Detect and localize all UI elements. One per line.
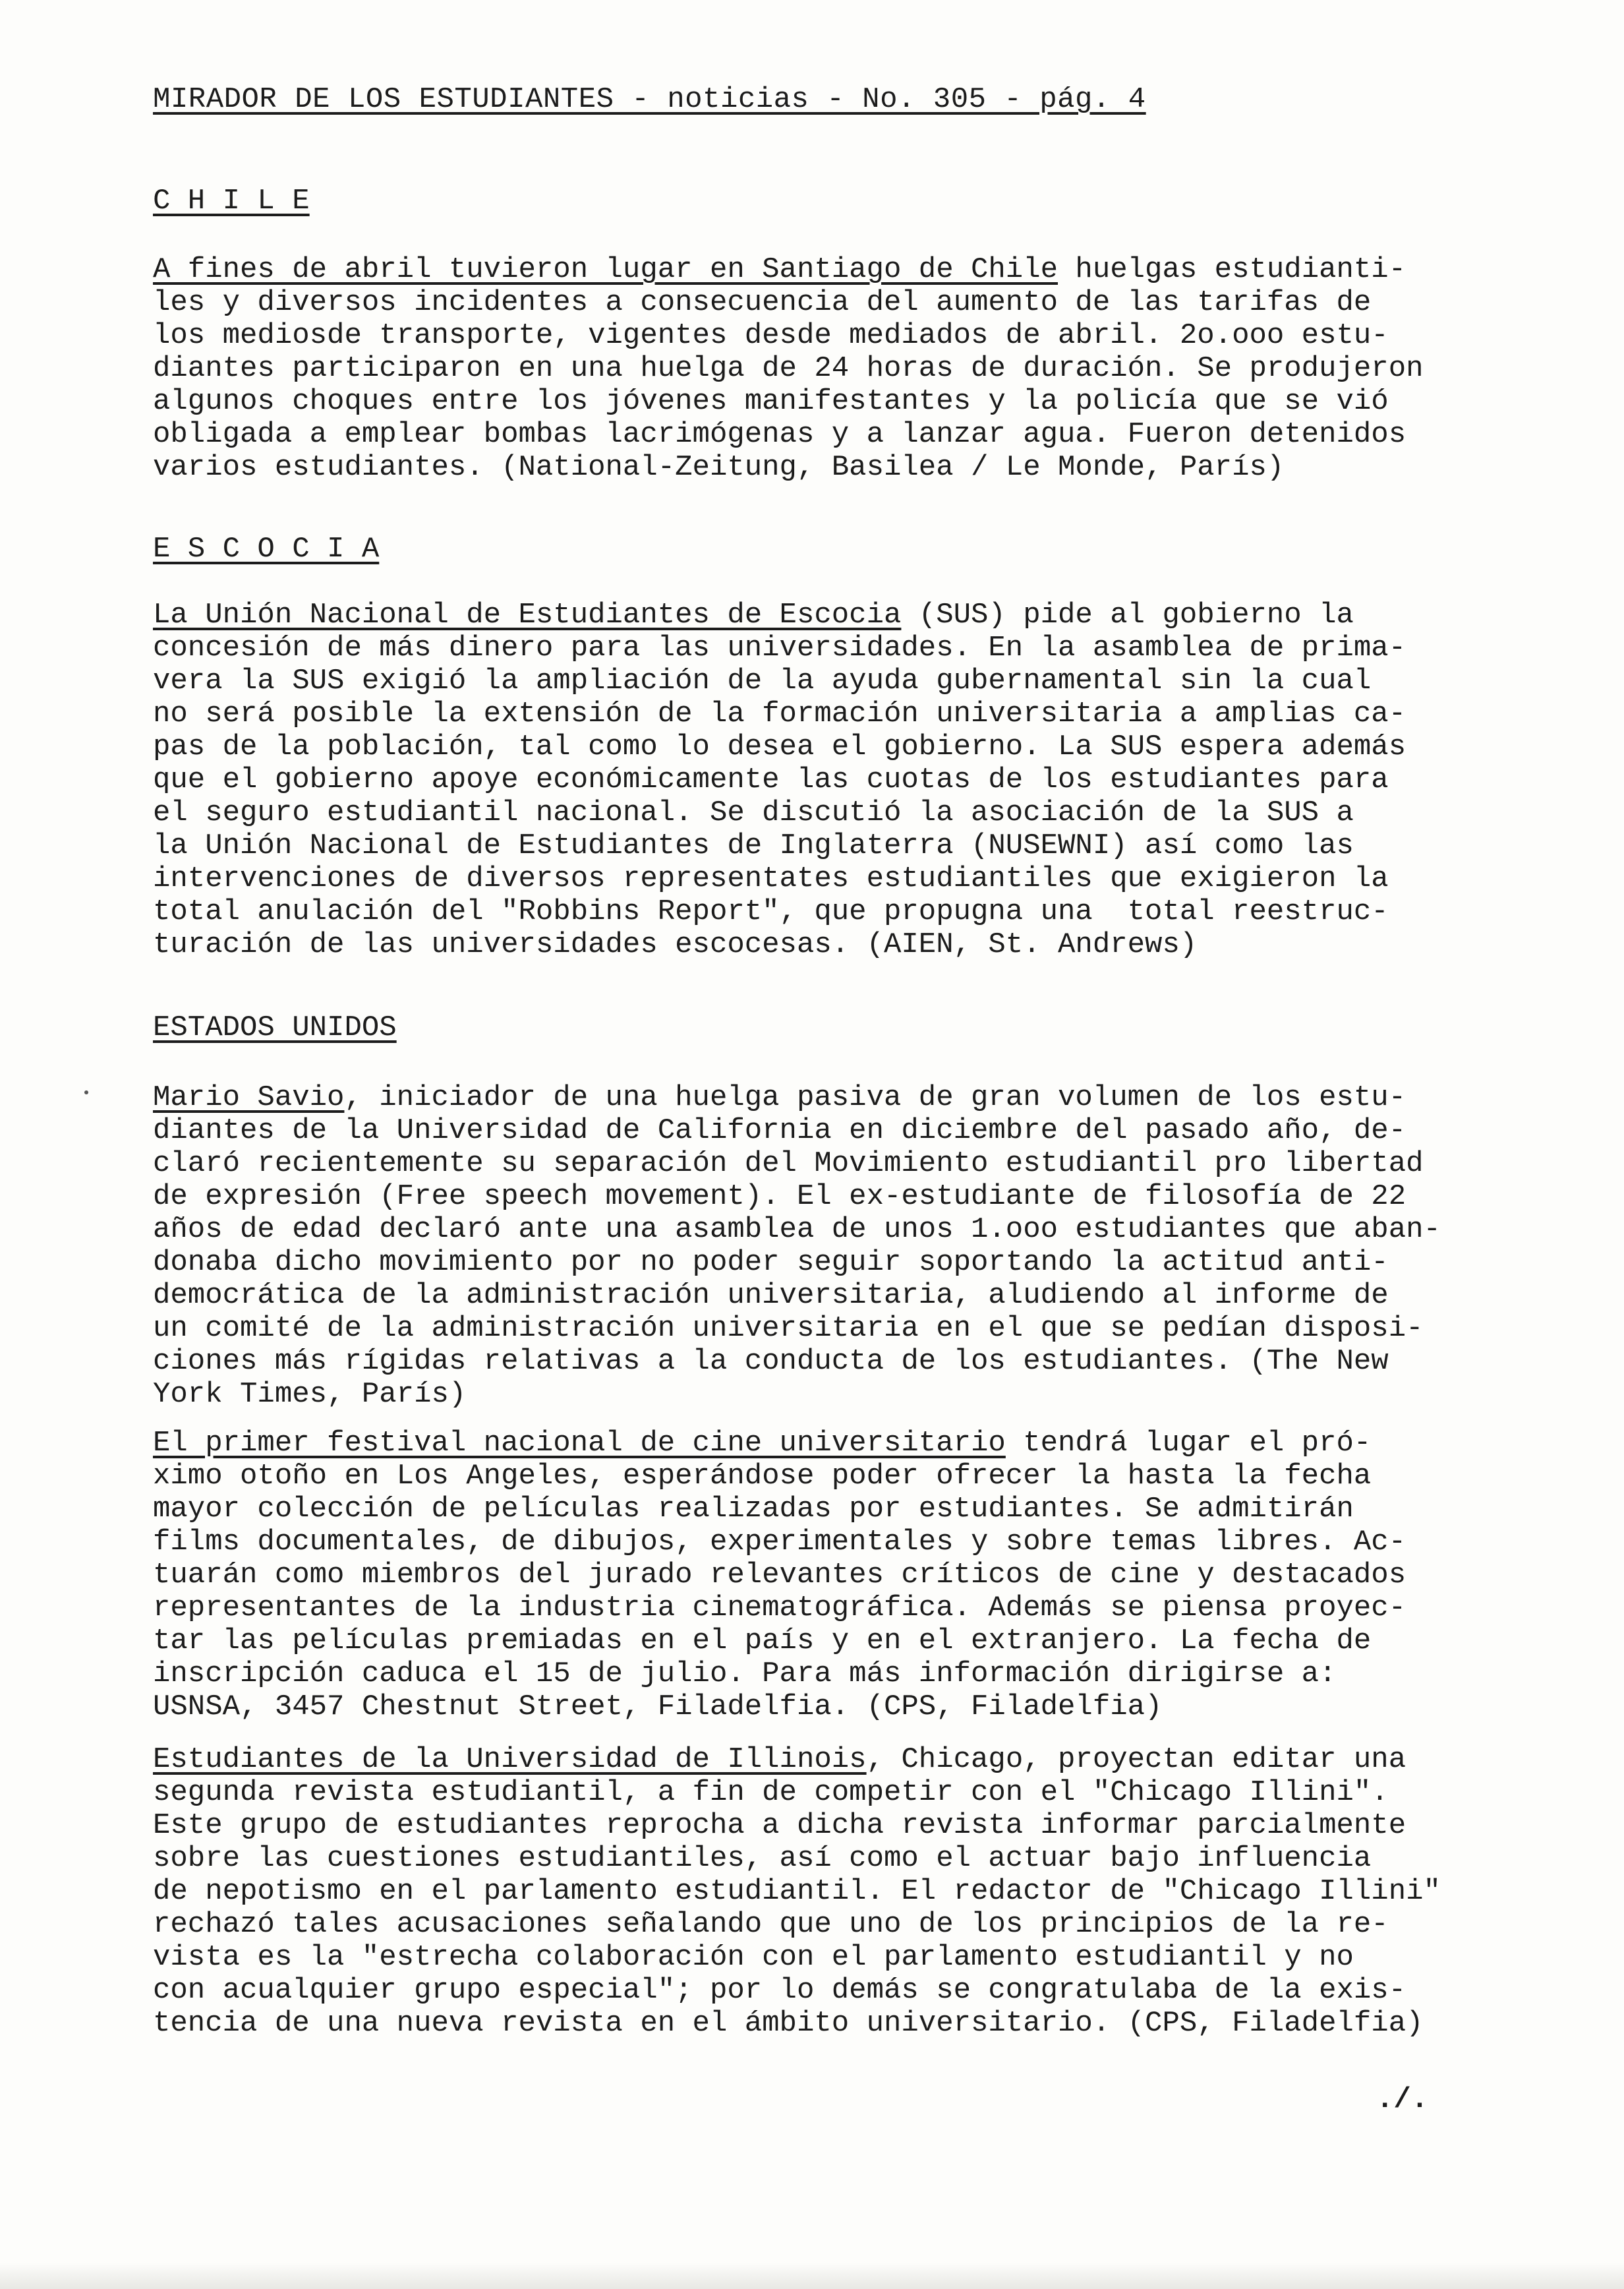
- paragraph-line: [153, 253, 1497, 286]
- paragraph-line: les y diversos incidentes a consecuencia del aumento de las tarifas de: [153, 286, 1372, 319]
- paragraph-line: la Unión Nacional de Estudiantes de Inglaterra (NUSEWNI) así como las: [153, 829, 1354, 862]
- paragraph-line: turación de las universidades escocesas. (AIEN, St. Andrews): [153, 928, 1198, 961]
- paragraph-line: [153, 1081, 1497, 1114]
- paragraph-line: sobre las cuestiones estudiantiles, así como el actuar bajo influencia: [153, 1842, 1372, 1875]
- paragraph-line: intervenciones de diversos representates estudiantiles que exigieron la: [153, 862, 1389, 895]
- paragraph-text: huelgas estudianti-: [1058, 253, 1406, 286]
- paragraph-line: obligada a emplear bombas lacrimógenas y a lanzar agua. Fueron detenidos: [153, 418, 1406, 451]
- paragraph-line: vera la SUS exigió la ampliación de la ayuda gubernamental sin la cual: [153, 665, 1372, 698]
- paragraph-line: inscripción caduca el 15 de julio. Para más información dirigirse a:: [153, 1657, 1337, 1690]
- paragraph-line: [153, 599, 1497, 632]
- paragraph-line: tar las películas premiadas en el país y en el extranjero. La fecha de: [153, 1624, 1372, 1657]
- paragraph-line: algunos choques entre los jóvenes manifestantes y la policía que se vió: [153, 385, 1389, 418]
- section-heading-escocia: E S C O C I A: [153, 533, 380, 566]
- paragraph-line: claró recientemente su separación del Movimiento estudiantil pro libertad: [153, 1147, 1424, 1180]
- paragraph-line: total anulación del "Robbins Report", que propugna una total reestruc-: [153, 895, 1389, 928]
- paragraph-line: pas de la población, tal como lo desea el gobierno. La SUS espera además: [153, 730, 1406, 763]
- section-heading-estados-unidos: ESTADOS UNIDOS: [153, 1011, 397, 1044]
- paragraph-line: que el gobierno apoye económicamente las cuotas de los estudiantes para: [153, 763, 1389, 796]
- paragraph-line: el seguro estudiantil nacional. Se discutió la asociación de la SUS a: [153, 796, 1354, 829]
- paragraph-line: de nepotismo en el parlamento estudiantil. El redactor de "Chicago Illini": [153, 1875, 1441, 1908]
- paragraph-lead: Estudiantes de la Universidad de Illinois: [153, 1743, 867, 1776]
- paragraph-festival: [153, 1427, 1497, 1723]
- paragraph-line: los mediosde transporte, vigentes desde mediados de abril. 2o.ooo estu-: [153, 319, 1389, 352]
- paragraph-line: vista es la "estrecha colaboración con el parlamento estudiantil y no: [153, 1941, 1354, 1974]
- paragraph-line: democrática de la administración universitaria, aludiendo al informe de: [153, 1279, 1389, 1312]
- paragraph-line: de expresión (Free speech movement). El ex-estudiante de filosofía de 22: [153, 1180, 1406, 1213]
- paragraph-line: tuarán como miembros del jurado relevantes críticos de cine y destacados: [153, 1559, 1406, 1591]
- scan-speck: [84, 1090, 88, 1094]
- paragraph-line: varios estudiantes. (National-Zeitung, Basilea / Le Monde, París): [153, 451, 1285, 484]
- paragraph-escocia: [153, 599, 1497, 961]
- paragraph-lead: La Unión Nacional de Estudiantes de Escocia: [153, 599, 902, 632]
- paragraph-illinois: [153, 1743, 1497, 2040]
- paragraph-line: diantes de la Universidad de California en diciembre del pasado año, de-: [153, 1114, 1406, 1147]
- continuation-mark: ./.: [1376, 2083, 1429, 2116]
- paragraph-lead: Mario Savio: [153, 1081, 345, 1114]
- paragraph-line: ximo otoño en Los Angeles, esperándose poder ofrecer la hasta la fecha: [153, 1460, 1372, 1493]
- paragraph-line: concesión de más dinero para las universidades. En la asamblea de prima-: [153, 632, 1406, 665]
- paragraph-text: (SUS) pide al gobierno la: [901, 599, 1354, 632]
- paragraph-line: York Times, París): [153, 1378, 467, 1411]
- paragraph-line: diantes participaron en una huelga de 24 horas de duración. Se produjeron: [153, 352, 1424, 385]
- paragraph-line: ciones más rígidas relativas a la conducta de los estudiantes. (The New: [153, 1345, 1389, 1378]
- paragraph-line: USNSA, 3457 Chestnut Street, Filadelfia. (CPS, Filadelfia): [153, 1690, 1163, 1723]
- paragraph-chile: [153, 253, 1497, 484]
- paragraph-line: no será posible la extensión de la formación universitaria a amplias ca-: [153, 698, 1406, 730]
- paragraph-lead: El primer festival nacional de cine universitario: [153, 1427, 1006, 1460]
- paragraph-line: un comité de la administración universitaria en el que se pedían disposi-: [153, 1312, 1424, 1345]
- paragraph-line: tencia de una nueva revista en el ámbito universitario. (CPS, Filadelfia): [153, 2007, 1424, 2040]
- paragraph-line: [153, 1427, 1497, 1460]
- paragraph-line: años de edad declaró ante una asamblea de unos 1.ooo estudiantes que aban-: [153, 1213, 1441, 1246]
- scan-bottom-edge: [0, 2263, 1624, 2289]
- paragraph-line: segunda revista estudiantil, a fin de competir con el "Chicago Illini".: [153, 1776, 1389, 1809]
- paragraph-line: Este grupo de estudiantes reprocha a dicha revista informar parcialmente: [153, 1809, 1406, 1842]
- paragraph-line: films documentales, de dibujos, experimentales y sobre temas libres. Ac-: [153, 1526, 1406, 1559]
- section-heading-chile: C H I L E: [153, 185, 310, 218]
- paragraph-savio: [153, 1081, 1497, 1411]
- paragraph-text: , iniciador de una huelga pasiva de gran volumen de los estu-: [344, 1081, 1406, 1114]
- paragraph-lead: A fines de abril tuvieron lugar en Santiago de Chile: [153, 253, 1058, 286]
- paragraph-line: rechazó tales acusaciones señalando que uno de los principios de la re-: [153, 1908, 1389, 1941]
- paragraph-line: mayor colección de películas realizadas por estudiantes. Se admitirán: [153, 1493, 1354, 1526]
- paragraph-line: donaba dicho movimiento por no poder seguir soportando la actitud anti-: [153, 1246, 1389, 1279]
- paragraph-text: tendrá lugar el pró-: [1005, 1427, 1372, 1460]
- paragraph-line: con acualquier grupo especial"; por lo demás se congratulaba de la exis-: [153, 1974, 1406, 2007]
- paragraph-text: , Chicago, proyectan editar una: [866, 1743, 1406, 1776]
- paragraph-line: representantes de la industria cinematográfica. Además se piensa proyec-: [153, 1591, 1406, 1624]
- page-header: MIRADOR DE LOS ESTUDIANTES - noticias - No. 305 - pág. 4: [153, 83, 1146, 116]
- paragraph-line: [153, 1743, 1497, 1776]
